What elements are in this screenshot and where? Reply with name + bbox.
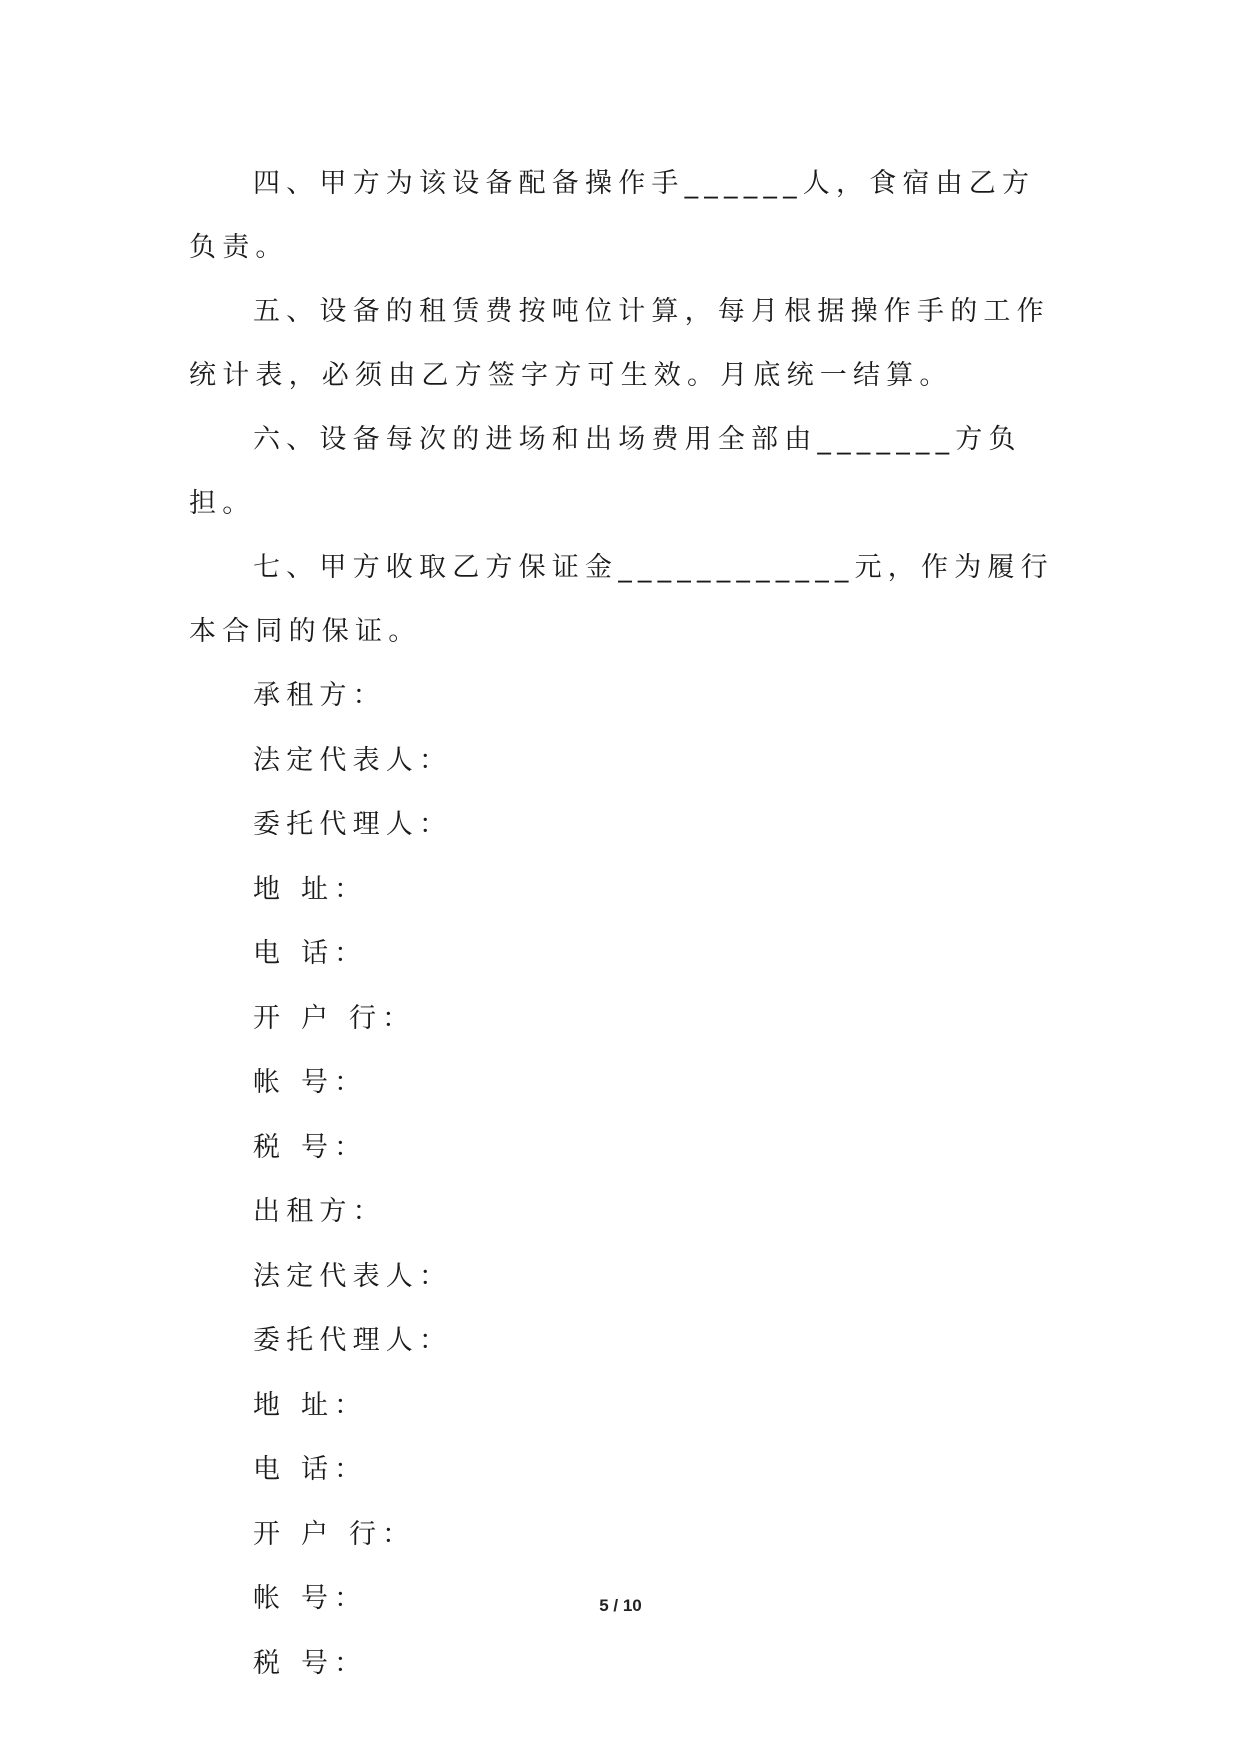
lessor-account: 帐 号： [253, 1583, 368, 1614]
clause-seven: 七、甲方收取乙方保证金____________元，作为履行本合同的保证。 [189, 552, 1054, 647]
lessee-agent: 委托代理人： [253, 809, 453, 840]
clause-five: 五、设备的租赁费按吨位计算，每月根据操作手的工作统计表，必须由乙方签字方可生效。月底统一结算。 [189, 296, 1050, 391]
clause-four: 四、甲方为该设备配备操作手______人，食宿由乙方负责。 [189, 168, 1036, 263]
lessor-title: 出租方： [253, 1196, 386, 1227]
lessor-legal-rep: 法定代表人： [253, 1260, 453, 1292]
lessee-address: 地 址： [253, 873, 368, 905]
lessee-tax-id: 税 号： [253, 1131, 368, 1163]
clause-six: 六、设备每次的进场和出场费用全部由_______方负担。 [189, 424, 1022, 519]
lessor-agent: 委托代理人： [253, 1325, 453, 1356]
page-content [189, 152, 1061, 1696]
lessee-bank: 开 户 行： [253, 1002, 416, 1034]
lessee-title: 承租方： [253, 680, 386, 711]
lessee-legal-rep: 法定代表人： [253, 744, 453, 776]
lessee-block [189, 664, 1061, 1180]
lessee-account: 帐 号： [253, 1067, 368, 1098]
lessor-block [189, 1180, 1061, 1696]
lessor-bank: 开 户 行： [253, 1518, 416, 1550]
lessor-tax-id: 税 号： [253, 1647, 368, 1679]
lessor-phone: 电 话： [253, 1454, 368, 1485]
lessor-address: 地 址： [253, 1389, 368, 1421]
page-number: 5 / 10 [599, 1596, 642, 1615]
lessee-phone: 电 话： [253, 938, 368, 969]
